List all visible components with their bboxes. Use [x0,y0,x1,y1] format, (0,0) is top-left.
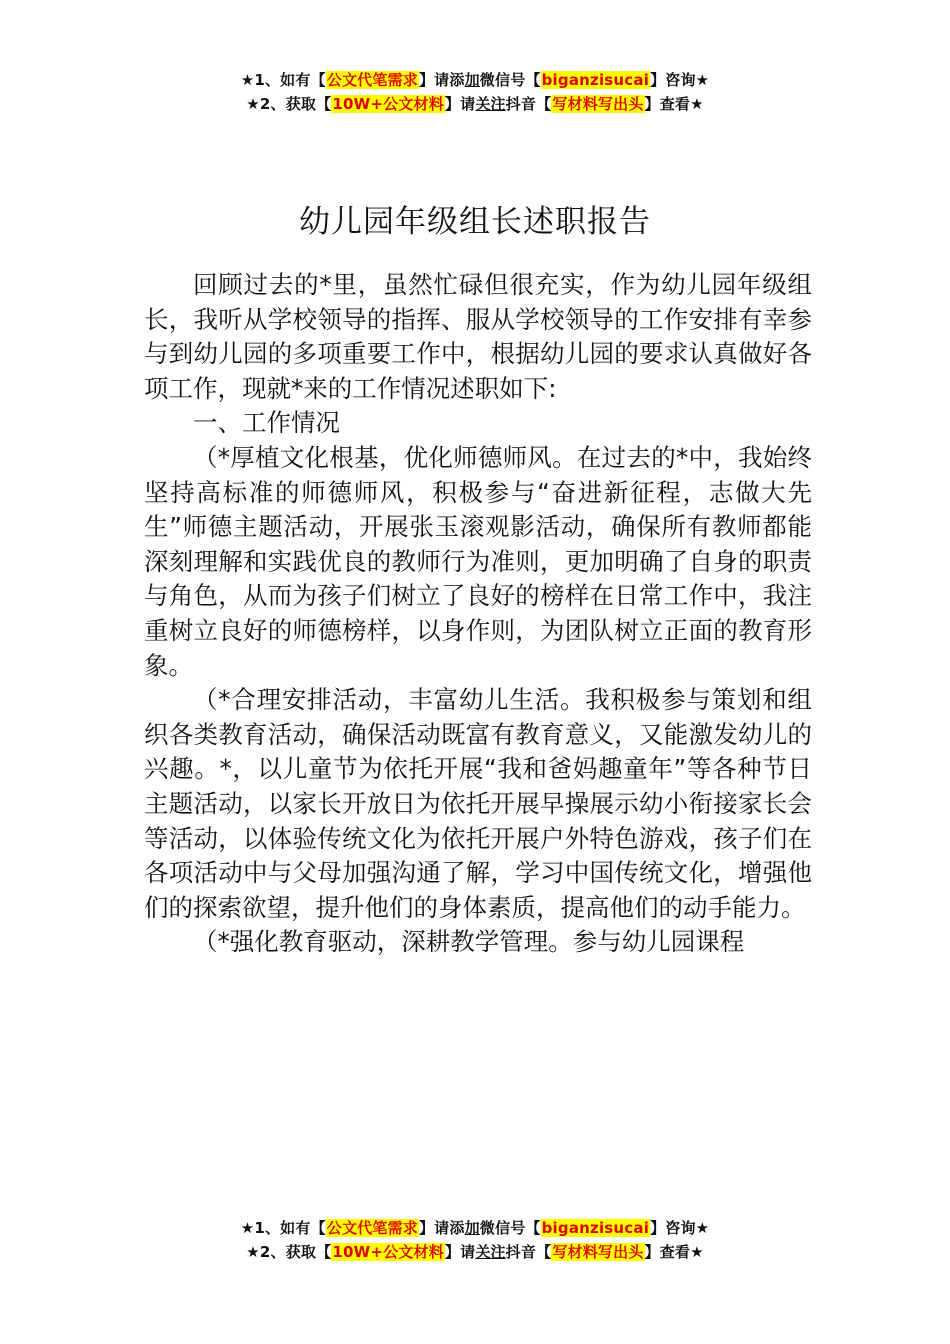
document-title: 幼儿园年级组长述职报告 [299,203,651,240]
paragraph-ethics: （*厚植文化根基，优化师德师风。在过去的*中，我始终坚持高标准的师德师风，积极参与“奋进新征程，志做大先生”师德主题活动，开展张玉滚观影活动，确保所有教师都能深刻理解和实践优良的教师行为准则，更加明确了自身的职责与角色，从而为孩子们树立了良好的榜样在日常工作中，我注重树立良好的师德榜样，以身作则，为团队树立正面的教育形象。 [144,442,812,680]
highlight-wechat-id: biganzisucai [541,71,650,89]
section-heading-work-status: 一、工作情况 [193,408,340,438]
highlight-douyin-account: 写材料写出头 [552,1243,644,1261]
highlight-materials: 10W+公文材料 [332,1243,444,1261]
highlight-wechat-id: biganzisucai [541,1219,650,1237]
paragraph-intro: 回顾过去的*里，虽然忙碌但很充实，作为幼儿园年级组长，我听从学校领导的指挥、服从学校领导的工作安排有幸参与到幼儿园的多项重要工作中，根据幼儿园的要求认真做好各项工作，现就*来的工作情况述职如下: [144,270,812,403]
banner-line-2: ★2、获取【10W+公文材料】请关注抖音【写材料写出头】查看★ [246,1243,704,1261]
banner-line-1: ★1、如有【公文代笔需求】请添加微信号【biganzisucai】咨询★ [240,1219,710,1237]
paragraph-teaching: （*强化教育驱动，深耕教学管理。参与幼儿园课程 [193,927,745,957]
header-banner [0,68,950,116]
highlight-materials: 10W+公文材料 [332,95,444,113]
banner-line-1: ★1、如有【公文代笔需求】请添加微信号【biganzisucai】咨询★ [240,71,710,89]
highlight-service: 公文代笔需求 [326,1219,418,1237]
highlight-douyin-account: 写材料写出头 [552,95,644,113]
document-body [144,268,812,960]
banner-line-2: ★2、获取【10W+公文材料】请关注抖音【写材料写出头】查看★ [246,95,704,113]
footer-banner [0,1216,950,1264]
paragraph-activities: （*合理安排活动，丰富幼儿生活。我积极参与策划和组织各类教育活动，确保活动既富有教育意义，又能激发幼儿的兴趣。*，以儿童节为依托开展“我和爸妈趣童年”等各种节日主题活动，以家长开放日为依托开展早操展示幼小衔接家长会等活动，以体验传统文化为依托开展户外特色游戏，孩子们在各项活动中与父母加强沟通了解，学习中国传统文化，增强他们的探索欲望，提升他们的身体素质，提高他们的动手能力。 [144,685,812,922]
highlight-service: 公文代笔需求 [326,71,418,89]
